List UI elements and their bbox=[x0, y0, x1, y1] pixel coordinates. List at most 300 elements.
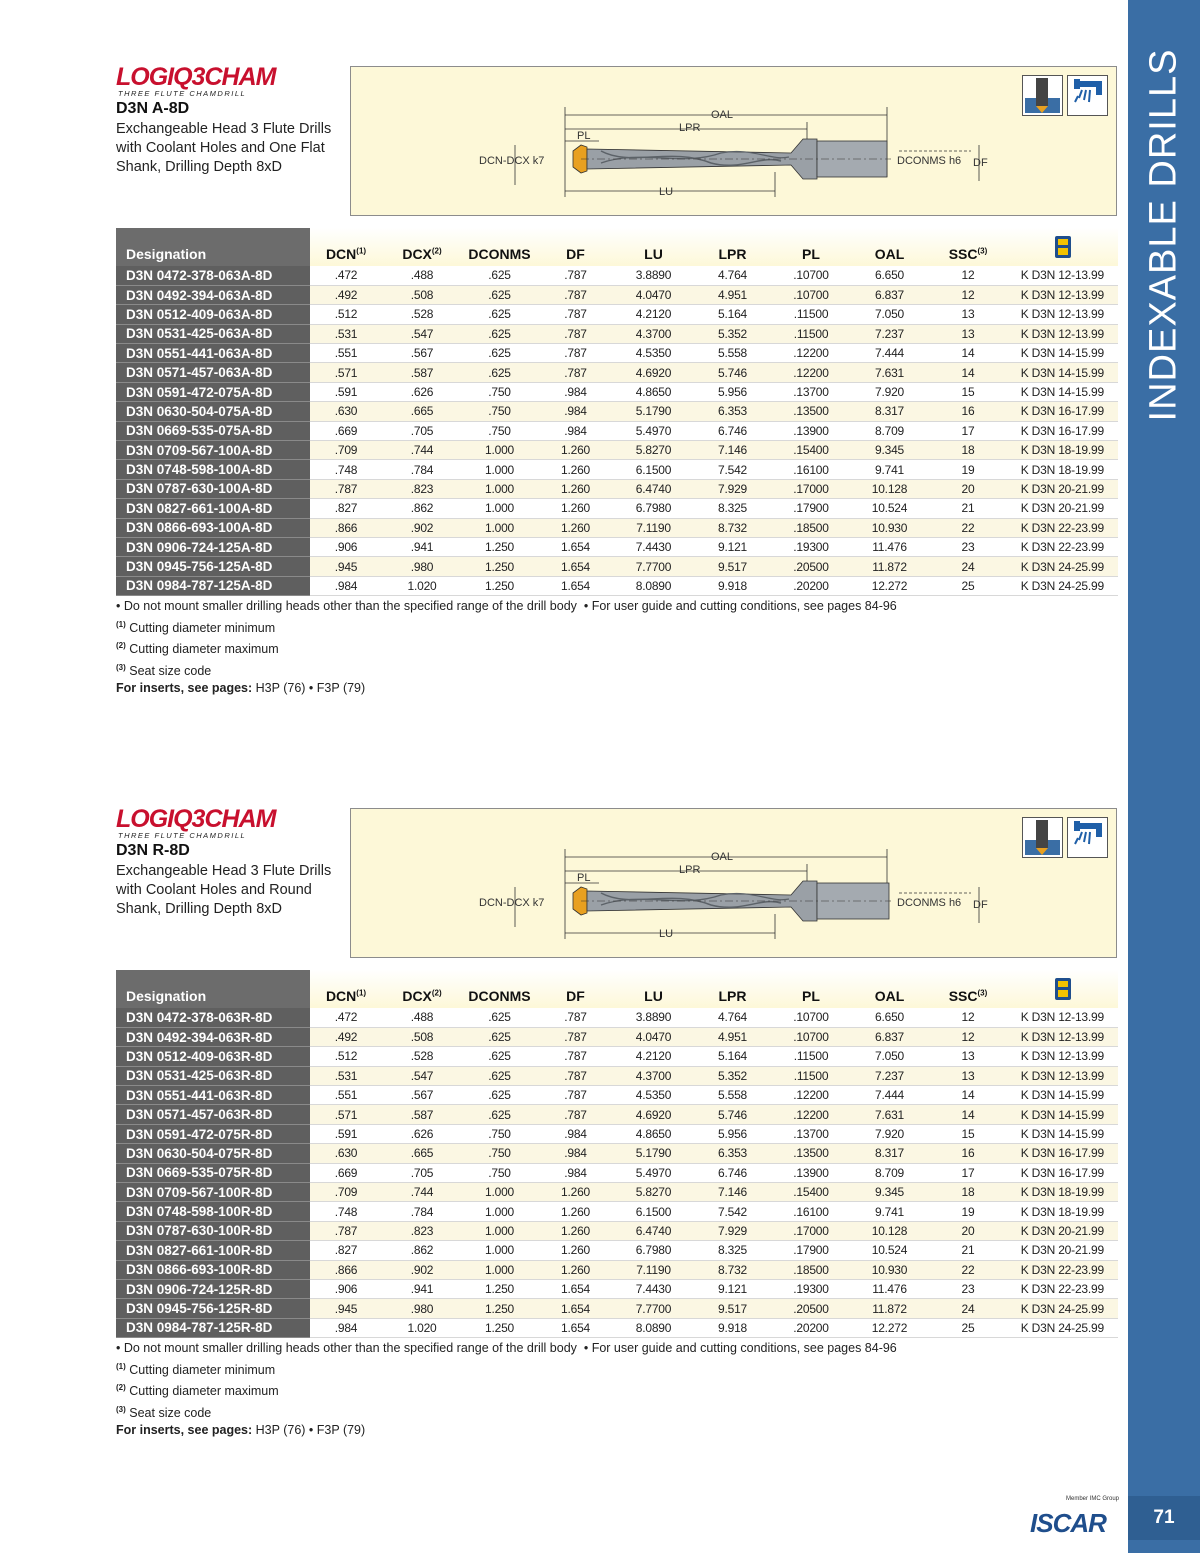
table-cell: K D3N 12-13.99 bbox=[1007, 266, 1118, 285]
logo-subtitle: THREE FLUTE CHAMDRILL bbox=[118, 831, 247, 840]
table-cell: 4.2120 bbox=[614, 305, 693, 324]
table-cell: .665 bbox=[382, 402, 462, 421]
table-cell: .591 bbox=[310, 1124, 382, 1143]
table-cell: .625 bbox=[462, 324, 537, 343]
label-dcn-dcx: DCN-DCX k7 bbox=[479, 155, 545, 167]
table-cell: 5.746 bbox=[693, 1105, 772, 1124]
table-notes bbox=[116, 598, 897, 698]
logiq3cham-logo bbox=[116, 806, 291, 840]
table-cell: K D3N 12-13.99 bbox=[1007, 1008, 1118, 1027]
table-cell: K D3N 20-21.99 bbox=[1007, 479, 1118, 498]
table-cell: 18 bbox=[929, 1183, 1007, 1202]
table-cell: 5.164 bbox=[693, 1047, 772, 1066]
coolant-icon bbox=[1067, 75, 1108, 116]
table-cell: 5.352 bbox=[693, 1066, 772, 1085]
table-cell: .787 bbox=[310, 479, 382, 498]
table-cell: 5.8270 bbox=[614, 441, 693, 460]
model-title: D3N A-8D bbox=[116, 100, 190, 117]
table-cell: .492 bbox=[310, 1027, 382, 1046]
label-pl: PL bbox=[577, 130, 591, 142]
table-row bbox=[116, 1221, 1118, 1240]
table-cell: 14 bbox=[929, 344, 1007, 363]
table-cell: 6.4740 bbox=[614, 479, 693, 498]
table-row bbox=[116, 1183, 1118, 1202]
table-cell: 13 bbox=[929, 1066, 1007, 1085]
table-cell: 5.4970 bbox=[614, 421, 693, 440]
table-cell: 1.260 bbox=[537, 1183, 614, 1202]
col-df: DF bbox=[537, 228, 614, 266]
logo-text: LOGIQ3CHAM bbox=[116, 805, 276, 833]
designation-cell: D3N 0827-661-100R-8D bbox=[116, 1241, 310, 1260]
table-cell: 7.4430 bbox=[614, 537, 693, 556]
table-cell: .10700 bbox=[772, 1008, 850, 1027]
table-cell: 14 bbox=[929, 1086, 1007, 1105]
table-cell: .862 bbox=[382, 1241, 462, 1260]
table-cell: .17000 bbox=[772, 479, 850, 498]
table-cell: 15 bbox=[929, 1124, 1007, 1143]
col-lpr: LPR bbox=[693, 970, 772, 1008]
table-cell: 1.000 bbox=[462, 460, 537, 479]
iscar-logo bbox=[1028, 1496, 1123, 1536]
table-cell: 6.4740 bbox=[614, 1221, 693, 1240]
table-cell: .787 bbox=[537, 1047, 614, 1066]
label-lu: LU bbox=[659, 928, 674, 940]
table-cell: .17900 bbox=[772, 499, 850, 518]
table-row bbox=[116, 479, 1118, 498]
table-cell: 7.929 bbox=[693, 479, 772, 498]
coolant-icon bbox=[1067, 817, 1108, 858]
footnote-2: $^{(2)}$ Cutting diameter maximum bbox=[116, 1383, 279, 1399]
table-cell: 17 bbox=[929, 1163, 1007, 1182]
table-cell: 5.558 bbox=[693, 344, 772, 363]
drill-diagram bbox=[350, 66, 1117, 216]
table-cell: 4.0470 bbox=[614, 285, 693, 304]
table-cell: 5.352 bbox=[693, 324, 772, 343]
table-cell: 4.951 bbox=[693, 1027, 772, 1046]
table-row bbox=[116, 499, 1118, 518]
table-cell: 19 bbox=[929, 460, 1007, 479]
drill-type-icon bbox=[1022, 75, 1063, 116]
table-cell: 16 bbox=[929, 1144, 1007, 1163]
table-cell: .626 bbox=[382, 1124, 462, 1143]
table-cell: .13700 bbox=[772, 1124, 850, 1143]
table-cell: .787 bbox=[537, 1086, 614, 1105]
table-cell: 6.650 bbox=[850, 266, 929, 285]
table-cell: .571 bbox=[310, 1105, 382, 1124]
table-cell: .787 bbox=[537, 344, 614, 363]
table-cell: .984 bbox=[537, 402, 614, 421]
table-cell: .15400 bbox=[772, 1183, 850, 1202]
table-cell: 12 bbox=[929, 285, 1007, 304]
table-cell: 7.1190 bbox=[614, 518, 693, 537]
table-row bbox=[116, 363, 1118, 382]
table-cell: K D3N 24-25.99 bbox=[1007, 557, 1118, 576]
table-cell: 7.7700 bbox=[614, 1299, 693, 1318]
designation-cell: D3N 0630-504-075R-8D bbox=[116, 1144, 310, 1163]
table-cell: 25 bbox=[929, 576, 1007, 595]
table-cell: K D3N 18-19.99 bbox=[1007, 1202, 1118, 1221]
table-cell: 4.6920 bbox=[614, 363, 693, 382]
table-cell: 19 bbox=[929, 1202, 1007, 1221]
table-cell: .750 bbox=[462, 421, 537, 440]
label-lpr: LPR bbox=[679, 122, 701, 134]
label-df: DF bbox=[973, 157, 988, 169]
table-cell: .512 bbox=[310, 1047, 382, 1066]
designation-cell: D3N 0591-472-075A-8D bbox=[116, 382, 310, 401]
table-cell: 7.146 bbox=[693, 1183, 772, 1202]
drill-diagram bbox=[350, 808, 1117, 958]
designation-cell: D3N 0571-457-063R-8D bbox=[116, 1105, 310, 1124]
table-cell: .11500 bbox=[772, 1047, 850, 1066]
table-cell: 6.746 bbox=[693, 421, 772, 440]
table-cell: 1.000 bbox=[462, 518, 537, 537]
table-cell: .787 bbox=[537, 324, 614, 343]
table-cell: .784 bbox=[382, 460, 462, 479]
table-cell: .787 bbox=[537, 1008, 614, 1027]
table-cell: 24 bbox=[929, 1299, 1007, 1318]
table-cell: .20200 bbox=[772, 576, 850, 595]
table-cell: .750 bbox=[462, 1124, 537, 1143]
table-cell: .906 bbox=[310, 537, 382, 556]
table-cell: 5.1790 bbox=[614, 1144, 693, 1163]
table-cell: .984 bbox=[537, 382, 614, 401]
designation-cell: D3N 0945-756-125R-8D bbox=[116, 1299, 310, 1318]
table-cell: 1.260 bbox=[537, 479, 614, 498]
table-cell: 15 bbox=[929, 382, 1007, 401]
footnote-3: $^{(3)}$ Seat size code bbox=[116, 662, 212, 678]
model-description: Exchangeable Head 3 Flute Drills with Coolant Holes and Round Shank, Drilling Depth 8xD bbox=[116, 863, 332, 917]
table-cell: 18 bbox=[929, 441, 1007, 460]
table-cell: 12.272 bbox=[850, 1318, 929, 1337]
col-dcx: DCX$^{(2)}$ bbox=[382, 228, 462, 266]
table-cell: 9.741 bbox=[850, 460, 929, 479]
table-cell: 7.542 bbox=[693, 460, 772, 479]
table-cell: 13 bbox=[929, 1047, 1007, 1066]
table-cell: .787 bbox=[310, 1221, 382, 1240]
table-cell: .984 bbox=[310, 576, 382, 595]
table-cell: 17 bbox=[929, 421, 1007, 440]
table-cell: .13700 bbox=[772, 382, 850, 401]
table-cell: .488 bbox=[382, 1008, 462, 1027]
table-cell: .625 bbox=[462, 266, 537, 285]
table-cell: 1.000 bbox=[462, 1202, 537, 1221]
table-cell: 1.000 bbox=[462, 1183, 537, 1202]
table-cell: .17000 bbox=[772, 1221, 850, 1240]
table-cell: .625 bbox=[462, 344, 537, 363]
note-bullets: • Do not mount smaller drilling heads other than the specified range of the drill body • For user guide and cutting conditions, see pages 84-96 bbox=[116, 1341, 897, 1355]
table-cell: 11.872 bbox=[850, 557, 929, 576]
table-row bbox=[116, 344, 1118, 363]
col-dcn: DCN$^{(1)}$ bbox=[310, 970, 382, 1008]
designation-cell: D3N 0531-425-063A-8D bbox=[116, 324, 310, 343]
table-cell: 12 bbox=[929, 1027, 1007, 1046]
note-bullets: • Do not mount smaller drilling heads other than the specified range of the drill body • For user guide and cutting conditions, see pages 84-96 bbox=[116, 599, 897, 613]
spec-header-row bbox=[116, 228, 1118, 266]
table-row bbox=[116, 1066, 1118, 1085]
table-row bbox=[116, 1260, 1118, 1279]
table-cell: .787 bbox=[537, 1066, 614, 1085]
label-dconms: DCONMS h6 bbox=[897, 155, 962, 167]
table-cell: .744 bbox=[382, 1183, 462, 1202]
designation-cell: D3N 0748-598-100A-8D bbox=[116, 460, 310, 479]
table-cell: .866 bbox=[310, 1260, 382, 1279]
col-dcn: DCN$^{(1)}$ bbox=[310, 228, 382, 266]
table-cell: 10.128 bbox=[850, 1221, 929, 1240]
col-dcx: DCX$^{(2)}$ bbox=[382, 970, 462, 1008]
table-cell: 4.0470 bbox=[614, 1027, 693, 1046]
table-cell: .902 bbox=[382, 518, 462, 537]
table-row bbox=[116, 1299, 1118, 1318]
table-cell: .11500 bbox=[772, 1066, 850, 1085]
table-row bbox=[116, 576, 1118, 595]
table-cell: 6.353 bbox=[693, 402, 772, 421]
table-cell: .980 bbox=[382, 1299, 462, 1318]
table-cell: K D3N 12-13.99 bbox=[1007, 1047, 1118, 1066]
table-cell: .941 bbox=[382, 537, 462, 556]
table-cell: 22 bbox=[929, 518, 1007, 537]
table-cell: .625 bbox=[462, 305, 537, 324]
col-pl: PL bbox=[772, 970, 850, 1008]
table-cell: .984 bbox=[310, 1318, 382, 1337]
table-cell: .630 bbox=[310, 402, 382, 421]
col-dconms: DCONMS bbox=[462, 228, 537, 266]
col-df: DF bbox=[537, 970, 614, 1008]
table-cell: K D3N 18-19.99 bbox=[1007, 441, 1118, 460]
table-cell: 1.260 bbox=[537, 441, 614, 460]
table-cell: 4.3700 bbox=[614, 1066, 693, 1085]
table-cell: .980 bbox=[382, 557, 462, 576]
table-cell: .12200 bbox=[772, 1086, 850, 1105]
table-cell: .20500 bbox=[772, 1299, 850, 1318]
table-cell: 5.1790 bbox=[614, 402, 693, 421]
table-cell: .12200 bbox=[772, 1105, 850, 1124]
table-cell: .750 bbox=[462, 402, 537, 421]
col-lu: LU bbox=[614, 970, 693, 1008]
table-cell: 11.476 bbox=[850, 1279, 929, 1298]
table-cell: .591 bbox=[310, 382, 382, 401]
table-cell: 1.250 bbox=[462, 537, 537, 556]
table-cell: 8.0890 bbox=[614, 576, 693, 595]
designation-cell: D3N 0472-378-063R-8D bbox=[116, 1008, 310, 1027]
table-cell: 1.260 bbox=[537, 1260, 614, 1279]
table-cell: K D3N 16-17.99 bbox=[1007, 421, 1118, 440]
table-cell: .508 bbox=[382, 285, 462, 304]
table-cell: 4.951 bbox=[693, 285, 772, 304]
table-row bbox=[116, 1124, 1118, 1143]
footnote-3: $^{(3)}$ Seat size code bbox=[116, 1404, 212, 1420]
table-cell: 7.444 bbox=[850, 344, 929, 363]
table-cell: .906 bbox=[310, 1279, 382, 1298]
table-cell: K D3N 18-19.99 bbox=[1007, 1183, 1118, 1202]
label-dcn-dcx: DCN-DCX k7 bbox=[479, 897, 545, 909]
table-cell: .669 bbox=[310, 1163, 382, 1182]
table-cell: 21 bbox=[929, 499, 1007, 518]
table-cell: .13900 bbox=[772, 421, 850, 440]
table-cell: 6.7980 bbox=[614, 499, 693, 518]
label-df: DF bbox=[973, 899, 988, 911]
table-cell: .492 bbox=[310, 285, 382, 304]
table-row bbox=[116, 382, 1118, 401]
col-lu: LU bbox=[614, 228, 693, 266]
table-row bbox=[116, 537, 1118, 556]
table-cell: 7.237 bbox=[850, 324, 929, 343]
page-number: 71 bbox=[1128, 1496, 1200, 1540]
table-cell: .12200 bbox=[772, 363, 850, 382]
table-cell: 23 bbox=[929, 537, 1007, 556]
table-cell: 1.260 bbox=[537, 1221, 614, 1240]
table-row bbox=[116, 1086, 1118, 1105]
table-cell: 3.8890 bbox=[614, 266, 693, 285]
table-cell: .625 bbox=[462, 1027, 537, 1046]
col-lpr: LPR bbox=[693, 228, 772, 266]
key-icon bbox=[1007, 970, 1118, 1008]
table-cell: 1.020 bbox=[382, 1318, 462, 1337]
table-cell: .547 bbox=[382, 324, 462, 343]
table-cell: K D3N 22-23.99 bbox=[1007, 518, 1118, 537]
designation-cell: D3N 0669-535-075R-8D bbox=[116, 1163, 310, 1182]
table-cell: .13900 bbox=[772, 1163, 850, 1182]
table-cell: 1.020 bbox=[382, 576, 462, 595]
table-cell: .862 bbox=[382, 499, 462, 518]
table-cell: .13500 bbox=[772, 1144, 850, 1163]
table-cell: .528 bbox=[382, 305, 462, 324]
table-cell: 7.1190 bbox=[614, 1260, 693, 1279]
spec-header-row bbox=[116, 970, 1118, 1008]
table-cell: .984 bbox=[537, 1124, 614, 1143]
spec-table bbox=[116, 970, 1118, 1338]
table-row bbox=[116, 557, 1118, 576]
table-cell: 9.918 bbox=[693, 1318, 772, 1337]
table-row bbox=[116, 1047, 1118, 1066]
table-cell: .625 bbox=[462, 285, 537, 304]
side-title: INDEXABLE DRILLS bbox=[1142, 48, 1185, 422]
model-description: Exchangeable Head 3 Flute Drills with Coolant Holes and One Flat Shank, Drilling Depth 8xD bbox=[116, 121, 332, 175]
table-cell: 1.260 bbox=[537, 499, 614, 518]
table-cell: K D3N 14-15.99 bbox=[1007, 1086, 1118, 1105]
table-cell: 1.260 bbox=[537, 1241, 614, 1260]
label-lu: LU bbox=[659, 186, 674, 198]
table-cell: .625 bbox=[462, 363, 537, 382]
table-cell: 25 bbox=[929, 1318, 1007, 1337]
designation-cell: D3N 0984-787-125A-8D bbox=[116, 576, 310, 595]
table-row bbox=[116, 1279, 1118, 1298]
designation-cell: D3N 0709-567-100R-8D bbox=[116, 1183, 310, 1202]
table-cell: 12 bbox=[929, 266, 1007, 285]
table-cell: .787 bbox=[537, 1105, 614, 1124]
spec-table bbox=[116, 228, 1118, 596]
table-cell: 1.000 bbox=[462, 499, 537, 518]
table-cell: 6.746 bbox=[693, 1163, 772, 1182]
table-cell: 9.121 bbox=[693, 1279, 772, 1298]
model-title: D3N R-8D bbox=[116, 842, 190, 859]
table-cell: .625 bbox=[462, 1066, 537, 1085]
table-cell: 12 bbox=[929, 1008, 1007, 1027]
table-cell: 1.654 bbox=[537, 1279, 614, 1298]
table-cell: 9.345 bbox=[850, 1183, 929, 1202]
table-cell: K D3N 24-25.99 bbox=[1007, 1318, 1118, 1337]
table-cell: 4.2120 bbox=[614, 1047, 693, 1066]
key-icon bbox=[1007, 228, 1118, 266]
table-cell: 8.709 bbox=[850, 421, 929, 440]
designation-cell: D3N 0492-394-063A-8D bbox=[116, 285, 310, 304]
table-cell: 11.872 bbox=[850, 1299, 929, 1318]
table-cell: 1.000 bbox=[462, 1260, 537, 1279]
designation-cell: D3N 0591-472-075R-8D bbox=[116, 1124, 310, 1143]
table-row bbox=[116, 402, 1118, 421]
table-cell: K D3N 20-21.99 bbox=[1007, 1241, 1118, 1260]
table-cell: K D3N 24-25.99 bbox=[1007, 576, 1118, 595]
footnote-1: $^{(1)}$ Cutting diameter minimum bbox=[116, 1361, 276, 1377]
table-cell: .551 bbox=[310, 344, 382, 363]
table-cell: 4.764 bbox=[693, 266, 772, 285]
table-cell: 1.250 bbox=[462, 1279, 537, 1298]
table-row bbox=[116, 1027, 1118, 1046]
inserts-reference: For inserts, see pages: H3P (76) • F3P (79) bbox=[116, 1423, 366, 1438]
table-cell: .587 bbox=[382, 363, 462, 382]
table-cell: K D3N 12-13.99 bbox=[1007, 1066, 1118, 1085]
table-cell: .945 bbox=[310, 557, 382, 576]
col-designation: Designation bbox=[116, 970, 310, 1008]
table-cell: 1.654 bbox=[537, 1318, 614, 1337]
table-row bbox=[116, 1105, 1118, 1124]
table-cell: K D3N 12-13.99 bbox=[1007, 305, 1118, 324]
table-cell: K D3N 14-15.99 bbox=[1007, 382, 1118, 401]
table-cell: K D3N 22-23.99 bbox=[1007, 1279, 1118, 1298]
designation-cell: D3N 0906-724-125A-8D bbox=[116, 537, 310, 556]
table-cell: .571 bbox=[310, 363, 382, 382]
table-cell: 14 bbox=[929, 1105, 1007, 1124]
table-cell: .19300 bbox=[772, 537, 850, 556]
table-cell: 1.654 bbox=[537, 576, 614, 595]
table-cell: 7.146 bbox=[693, 441, 772, 460]
table-cell: .984 bbox=[537, 1163, 614, 1182]
col-oal: OAL bbox=[850, 228, 929, 266]
table-cell: .512 bbox=[310, 305, 382, 324]
table-cell: .16100 bbox=[772, 460, 850, 479]
table-cell: .18500 bbox=[772, 518, 850, 537]
table-cell: K D3N 14-15.99 bbox=[1007, 1105, 1118, 1124]
table-cell: .20200 bbox=[772, 1318, 850, 1337]
table-cell: 9.345 bbox=[850, 441, 929, 460]
table-cell: 9.517 bbox=[693, 557, 772, 576]
table-cell: .750 bbox=[462, 1144, 537, 1163]
table-row bbox=[116, 305, 1118, 324]
table-cell: 4.5350 bbox=[614, 344, 693, 363]
table-cell: 7.050 bbox=[850, 1047, 929, 1066]
table-cell: .823 bbox=[382, 1221, 462, 1240]
table-cell: 5.164 bbox=[693, 305, 772, 324]
table-cell: K D3N 22-23.99 bbox=[1007, 537, 1118, 556]
table-cell: 6.353 bbox=[693, 1144, 772, 1163]
table-cell: 6.7980 bbox=[614, 1241, 693, 1260]
table-cell: 1.250 bbox=[462, 1299, 537, 1318]
table-row bbox=[116, 441, 1118, 460]
designation-cell: D3N 0787-630-100A-8D bbox=[116, 479, 310, 498]
table-cell: .784 bbox=[382, 1202, 462, 1221]
table-cell: 7.631 bbox=[850, 363, 929, 382]
footnote-2: $^{(2)}$ Cutting diameter maximum bbox=[116, 641, 279, 657]
table-cell: K D3N 20-21.99 bbox=[1007, 1221, 1118, 1240]
table-cell: 22 bbox=[929, 1260, 1007, 1279]
drill-type-icon bbox=[1022, 817, 1063, 858]
table-cell: K D3N 14-15.99 bbox=[1007, 363, 1118, 382]
table-cell: .567 bbox=[382, 1086, 462, 1105]
designation-cell: D3N 0827-661-100A-8D bbox=[116, 499, 310, 518]
table-cell: .551 bbox=[310, 1086, 382, 1105]
table-cell: .709 bbox=[310, 1183, 382, 1202]
table-cell: 10.930 bbox=[850, 1260, 929, 1279]
table-row bbox=[116, 518, 1118, 537]
